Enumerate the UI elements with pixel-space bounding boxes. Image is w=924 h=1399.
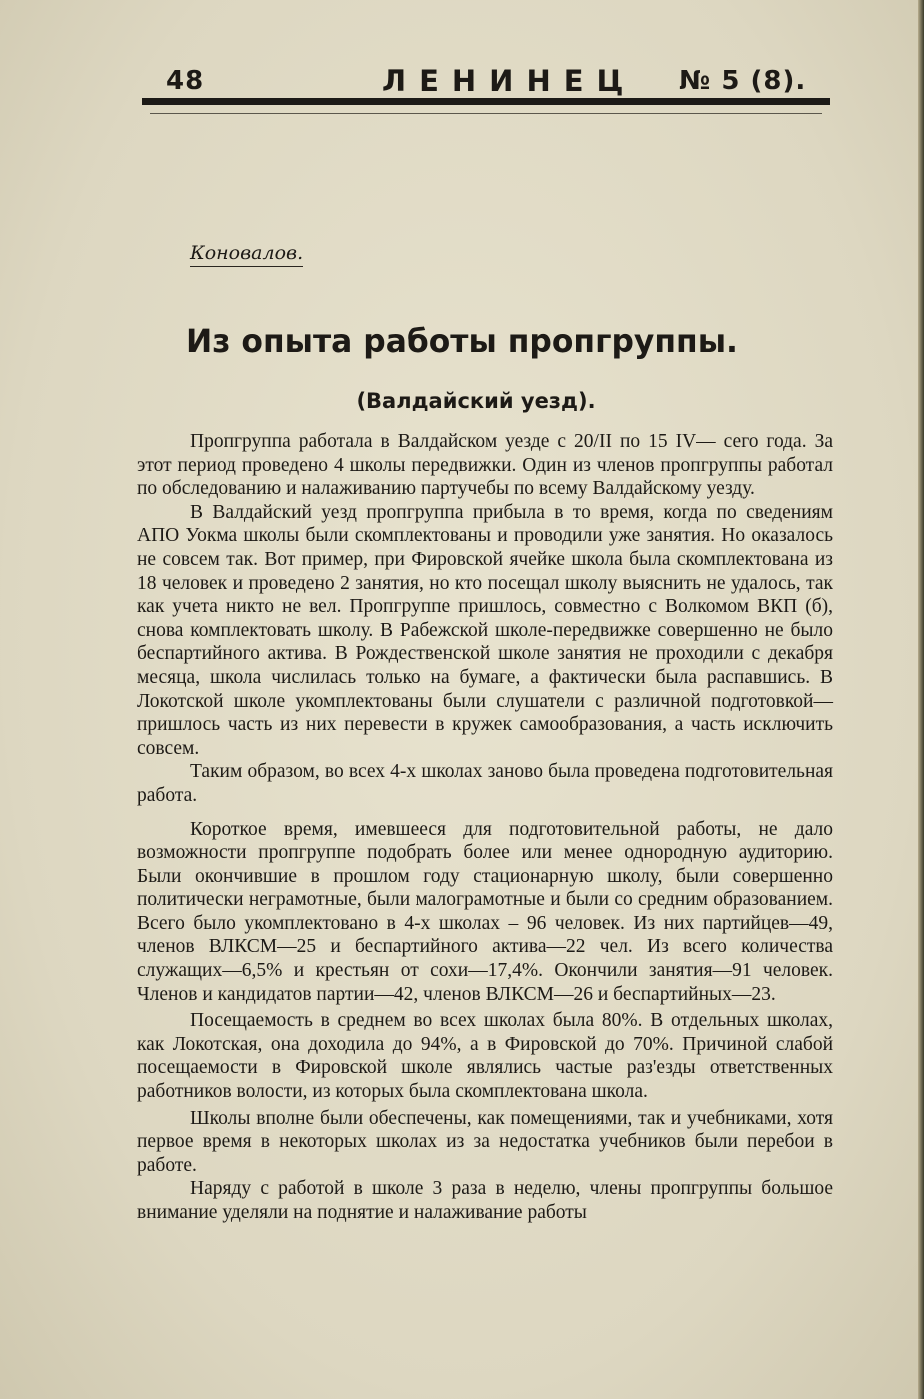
journal-title: ЛЕНИНЕЦ — [382, 64, 637, 98]
article-subtitle: (Валдайский уезд). — [356, 389, 596, 413]
header-rule-thick — [142, 98, 830, 105]
paragraph: Наряду с работой в школе 3 раза в неделю, члены пропгруппы большое внимание уделяли на поднятие и налаживание работы — [137, 1178, 833, 1223]
running-header — [142, 60, 830, 100]
paragraph: Пропгруппа работала в Валдайском уезде с 20/II по 15 IV— сего года. За этот период проведено 4 школы передвижки. Один из членов пропгруппы работал по обследованию и налаживанию партучебы по всему Валдайскому уезду. — [137, 431, 833, 500]
header-rule-thin — [150, 113, 822, 114]
paragraph: Школы вполне были обеспечены, как помещениями, так и учебниками, хотя первое время в некоторых школах из за недостатка учебников были перебои в работе. — [137, 1107, 833, 1176]
page-edge-shadow — [918, 0, 924, 1399]
paragraph: Короткое время, имевшееся для подготовительной работы, не дало возможности пропгруппе подобрать более или менее однородную аудиторию. Были окончившие в прошлом году стационарную школу, были совершенно политически неграмотные, были малограмотные и были со средним образованием. Всего было укомплектовано в 4-х школах – 96 человек. Из них партийцев—49, членов ВЛКСМ—25 и беспартийного актива—22 чел. Из всего количества служащих—6,5% и крестьян от сохи—17,4%. Окончили занятия—91 человек. Членов и кандидатов партии—42, членов ВЛКСМ—26 и беспартийных—23. — [137, 818, 833, 1005]
paragraph: Посещаемость в среднем во всех школах была 80%. В отдельных школах, как Локотская, она доходила до 94%, а в Фировской до 70%. Причиной слабой посещаемости в Фировской школе являлись частые раз'езды ответственных работников волости, из которых была скомплектована школа. — [137, 1010, 833, 1103]
paragraph: Таким образом, во всех 4-х школах заново была проведена подготовительная работа. — [137, 761, 833, 806]
article-author: Коновалов. — [190, 242, 303, 267]
issue-number: № 5 (8). — [679, 66, 807, 96]
article-title: Из опыта работы пропгруппы. — [186, 322, 738, 360]
paragraph: В Валдайский уезд пропгруппа прибыла в то время, когда по сведениям АПО Уокма школы были скомплектованы и проводили уже занятия. Но оказалось не совсем так. Вот пример, при Фировской ячейке школа была скомплектована из 18 человек и проведено 2 занятия, но кто посещал школу выяснить не удалось, так как учета никто не вел. Пропгруппе пришлось, совместно с Волкомом ВКП (б), снова комплектовать школу. В Рабежской школе-передвижке совершенно не было беспартийного актива. В Рождественской школе занятия не проходили с декабря месяца, школа числилась только на бумаге, а фактически была распавшись. В Локотской школе укомплектованы были слушатели с различной подготовкой—пришлось часть из них перевести в кружек самообразования, а часть исключить совсем. — [137, 501, 833, 759]
article-body — [137, 430, 833, 1225]
page-number: 48 — [166, 66, 205, 96]
